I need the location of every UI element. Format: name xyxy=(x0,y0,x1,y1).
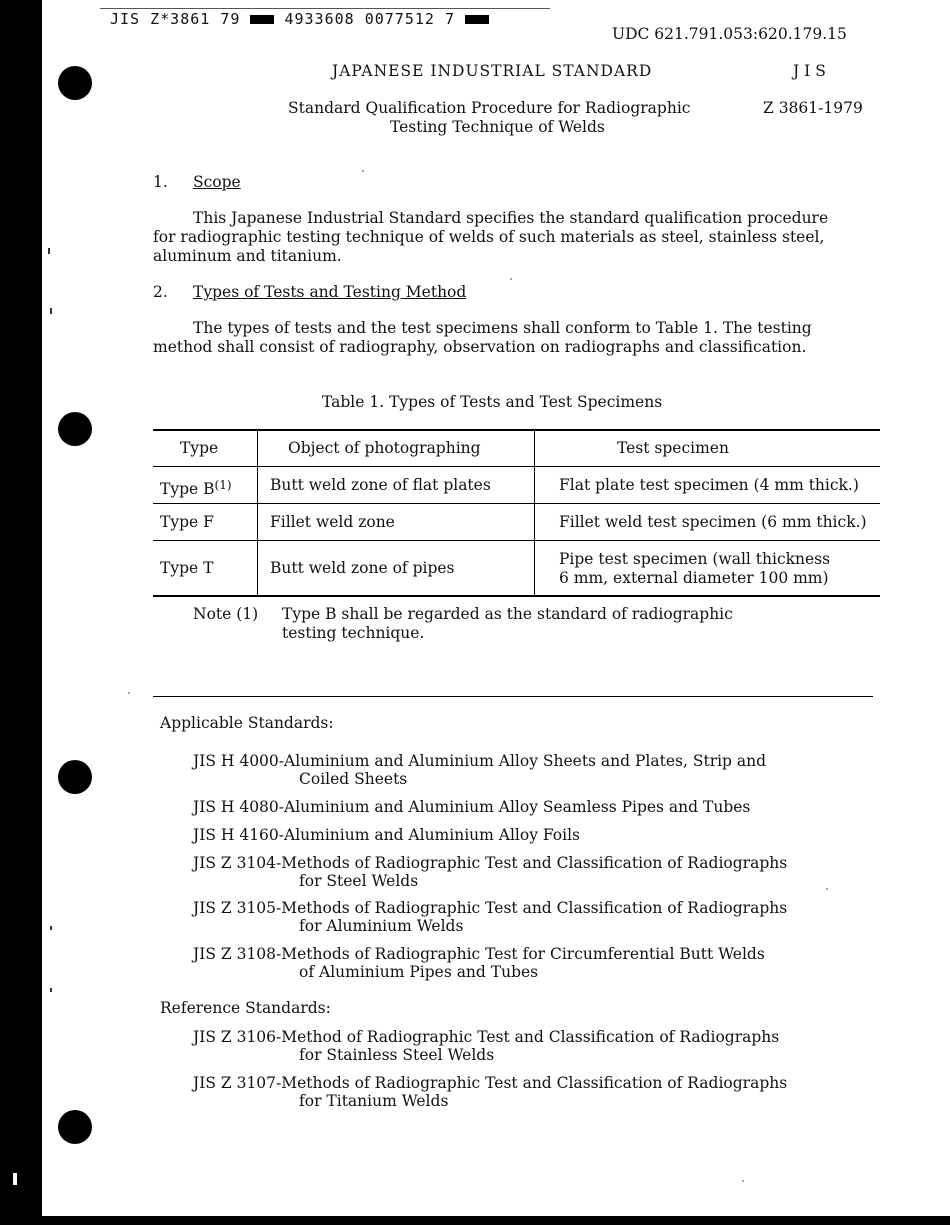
reference-standards-heading: Reference Standards: xyxy=(160,999,331,1017)
table-note-line1: Type B shall be regarded as the standard of radiographic xyxy=(282,605,733,623)
table-caption: Table 1. Types of Tests and Test Specimens xyxy=(322,393,663,411)
standard-org: JAPANESE INDUSTRIAL STANDARD xyxy=(332,62,653,80)
table-cell-specimen: Fillet weld test specimen (6 mm thick.) xyxy=(559,513,867,531)
scan-left-border xyxy=(0,0,42,1225)
applicable-standard-item xyxy=(193,752,766,788)
table-header-type: Type xyxy=(180,439,219,457)
section1-number: 1. xyxy=(153,173,168,191)
section2-number: 2. xyxy=(153,283,168,301)
scan-mark xyxy=(50,308,52,314)
section2-heading: Types of Tests and Testing Method xyxy=(193,283,467,301)
scan-code-text: JIS Z*3861 79 xyxy=(110,10,241,28)
scan-mark xyxy=(50,988,52,992)
table-header-object: Object of photographing xyxy=(288,439,481,457)
table-cell-type: Type F xyxy=(160,513,214,531)
scan-speck xyxy=(362,170,364,172)
standard-number: Z 3861-1979 xyxy=(763,99,863,117)
standard-line: JIS H 4080-Aluminium and Aluminium Alloy Seamless Pipes and Tubes xyxy=(193,798,751,816)
applicable-standards-heading: Applicable Standards: xyxy=(160,714,334,732)
table-cell-specimen: Flat plate test specimen (4 mm thick.) xyxy=(559,476,859,494)
table-column-divider xyxy=(257,430,258,596)
reference-standard-item xyxy=(193,1028,779,1064)
table-note-line2: testing technique. xyxy=(282,624,425,642)
standard-line-cont: for Steel Welds xyxy=(299,872,419,890)
document-title-line2: Testing Technique of Welds xyxy=(390,118,605,136)
table-cell-object: Butt weld zone of pipes xyxy=(270,559,455,577)
applicable-standard-item xyxy=(193,854,787,890)
punch-hole xyxy=(58,1110,92,1144)
redaction-block xyxy=(465,15,489,24)
standard-line-cont: Coiled Sheets xyxy=(299,770,408,788)
standard-line: JIS Z 3105-Methods of Radiographic Test and Classification of Radiographs xyxy=(193,899,788,917)
table-note-label: Note (1) xyxy=(193,605,259,623)
table-cell-type xyxy=(160,476,232,499)
footnote-separator xyxy=(153,696,873,697)
table-cell-object: Butt weld zone of flat plates xyxy=(270,476,491,494)
standard-line: JIS H 4000-Aluminium and Aluminium Alloy Sheets and Plates, Strip and xyxy=(193,752,767,770)
section2-body-text: The types of tests and the test specimens shall conform to Table 1. The testing method shall consist of radiography, observation on radiographs and classification. xyxy=(153,319,812,356)
scan-bottom-border xyxy=(0,1216,950,1225)
udc-number: UDC 621.791.053:620.179.15 xyxy=(612,25,847,43)
punch-hole xyxy=(58,760,92,794)
standard-line: JIS Z 3108-Methods of Radiographic Test for Circumferential Butt Welds xyxy=(193,945,765,963)
table-rule-bottom xyxy=(153,595,880,597)
table-header-specimen: Test specimen xyxy=(617,439,729,457)
header-rule xyxy=(100,8,550,9)
note-reference: (1) xyxy=(214,478,232,492)
scan-speck xyxy=(826,888,828,890)
table-cell-specimen: Pipe test specimen (wall thickness xyxy=(559,550,831,568)
table-cell-type: Type T xyxy=(160,559,214,577)
scan-mark xyxy=(48,248,50,254)
table-rule-row xyxy=(153,503,880,504)
standard-line: JIS Z 3107-Methods of Radiographic Test and Classification of Radiographs xyxy=(193,1074,788,1092)
standard-line: JIS Z 3106-Method of Radiographic Test and Classification of Radiographs xyxy=(193,1028,780,1046)
standard-line-cont: of Aluminium Pipes and Tubes xyxy=(299,963,539,981)
scan-code-numbers: 4933608 0077512 7 xyxy=(284,10,455,28)
scan-code xyxy=(110,10,489,28)
table-rule-header xyxy=(153,466,880,467)
scan-mark xyxy=(13,1173,17,1185)
jis-label: J I S xyxy=(793,62,826,80)
table-rule-top xyxy=(153,429,880,431)
redaction-block xyxy=(250,15,274,24)
scan-speck xyxy=(510,278,512,280)
standard-line: JIS Z 3104-Methods of Radiographic Test and Classification of Radiographs xyxy=(193,854,788,872)
scan-speck xyxy=(128,692,130,694)
section2-body xyxy=(153,319,833,357)
type-label: Type B xyxy=(160,480,215,498)
section1-heading: Scope xyxy=(193,173,241,191)
punch-hole xyxy=(58,66,92,100)
section1-body xyxy=(153,209,833,266)
standard-line-cont: for Aluminium Welds xyxy=(299,917,464,935)
table-rule-row xyxy=(153,540,880,541)
applicable-standard-item xyxy=(193,826,580,844)
applicable-standard-item xyxy=(193,945,765,981)
standard-line-cont: for Stainless Steel Welds xyxy=(299,1046,495,1064)
section1-body-text: This Japanese Industrial Standard specifies the standard qualification procedure for radiographic testing technique of welds of such materials as steel, stainless steel, aluminum and titanium. xyxy=(153,209,829,265)
table-cell-object: Fillet weld zone xyxy=(270,513,395,531)
scan-mark xyxy=(50,926,52,930)
applicable-standard-item xyxy=(193,798,750,816)
standard-line-cont: for Titanium Welds xyxy=(299,1092,449,1110)
scan-speck xyxy=(742,1180,744,1182)
reference-standard-item xyxy=(193,1074,787,1110)
table-cell-specimen-cont: 6 mm, external diameter 100 mm) xyxy=(559,569,829,587)
punch-hole xyxy=(58,412,92,446)
standard-line: JIS H 4160-Aluminium and Aluminium Alloy Foils xyxy=(193,826,580,844)
table-column-divider xyxy=(534,430,535,596)
applicable-standard-item xyxy=(193,899,787,935)
document-title-line1: Standard Qualification Procedure for Radiographic xyxy=(288,99,691,117)
